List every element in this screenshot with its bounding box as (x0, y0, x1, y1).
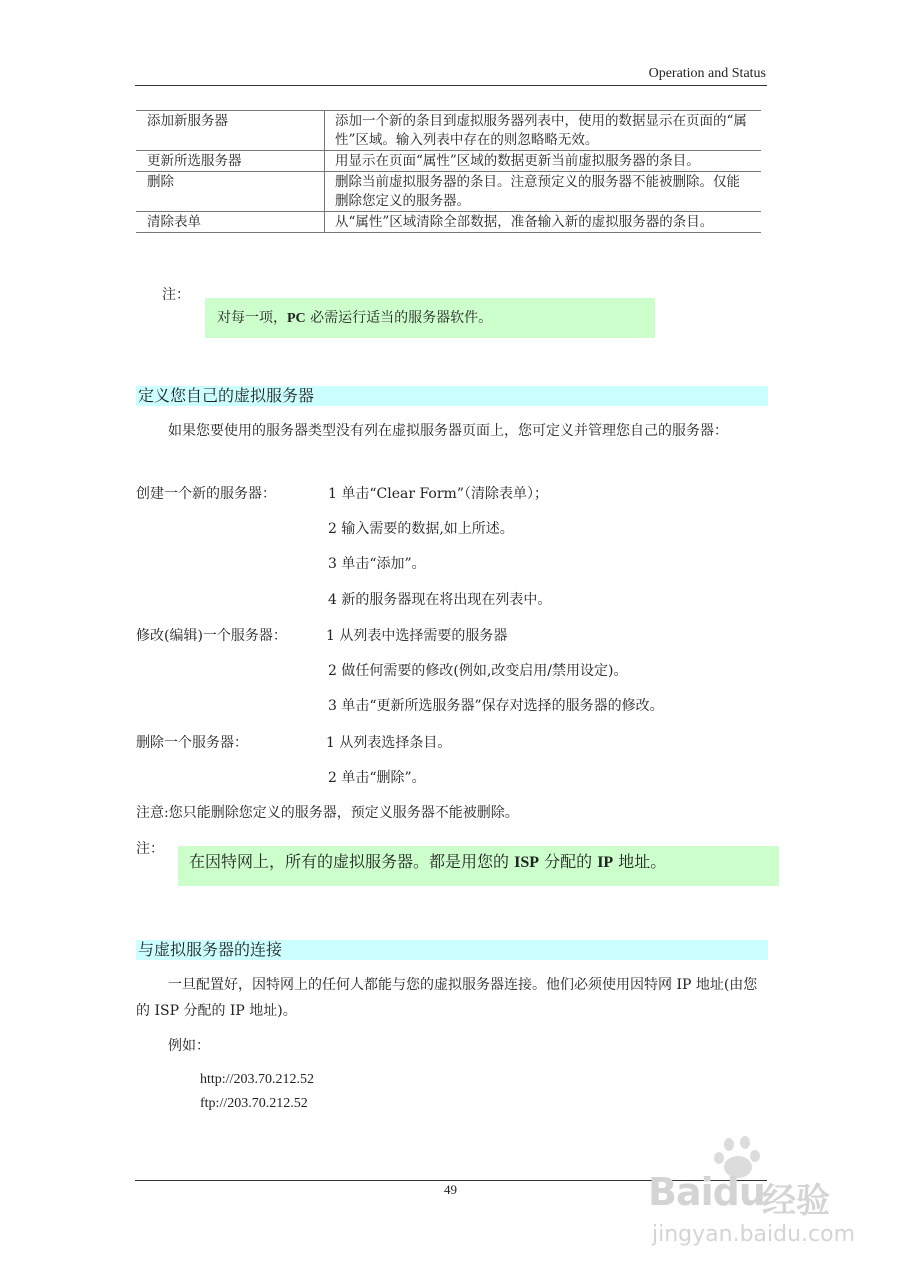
table-row (136, 212, 761, 233)
step-item: 3 单击“添加”。 (328, 556, 426, 572)
command-description: 添加一个新的条目到虚拟服务器列表中，使用的数据显示在页面的“属性”区域。输入列表中存在的则忽略略无效。 (324, 111, 761, 151)
step-item: 2 做任何需要的修改(例如,改变启用/禁用设定)。 (328, 663, 628, 679)
step-item: 4 新的服务器现在将出现在列表中。 (328, 592, 552, 608)
command-table (136, 110, 761, 233)
section-heading: 与虚拟服务器的连接 (136, 940, 768, 960)
step-item: 1 单击“Clear Form”（清除表单）； (328, 486, 548, 502)
table-row (136, 172, 761, 212)
step-item: 1 从列表选择条目。 (326, 735, 452, 751)
note-label: 注： (136, 841, 164, 857)
note-box (178, 846, 779, 886)
watermark-logo: Baidu (648, 1170, 765, 1214)
note-box (205, 298, 655, 338)
attention-text: 注意:您只能删除您定义的服务器，预定义服务器不能被删除。 (136, 805, 519, 821)
command-description: 删除当前虚拟服务器的条目。注意预定义的服务器不能被删除。仅能删除您定义的服务器。 (324, 172, 761, 212)
step-item: 2 输入需要的数据,如上所述。 (328, 521, 514, 537)
intro-paragraph: 如果您要使用的服务器类型没有列在虚拟服务器页面上，您可定义并管理您自己的服务器： (168, 423, 728, 439)
command-name: 更新所选服务器 (136, 151, 324, 172)
running-header: Operation and Status (648, 66, 766, 81)
note-text: 地址。 (613, 852, 667, 871)
create-label: 创建一个新的服务器： (136, 486, 276, 502)
intro-paragraph: 一旦配置好，因特网上的任何人都能与您的虚拟服务器连接。他们必须使用因特网 IP 地址(由您的 ISP 分配的 IP 地址)。 (136, 977, 758, 1019)
note-bold-term: IP (597, 854, 614, 871)
section-heading: 定义您自己的虚拟服务器 (136, 386, 768, 406)
table-row (136, 111, 761, 151)
command-description: 从“属性”区域清除全部数据，准备输入新的虚拟服务器的条目。 (324, 212, 761, 233)
step-item: 2 单击“删除”。 (328, 770, 426, 786)
example-url: ftp://203.70.212.52 (200, 1096, 308, 1111)
example-url: http://203.70.212.52 (200, 1072, 314, 1087)
note-label: 注： (162, 287, 190, 303)
note-text: 在因特网上，所有的虚拟服务器。都是用您的 (189, 852, 515, 871)
watermark-cn: 经验 (762, 1181, 830, 1221)
modify-label: 修改(编辑)一个服务器： (136, 628, 287, 644)
note-text: 分配的 (539, 852, 598, 871)
table-row (136, 151, 761, 172)
note-bold-term: PC (287, 311, 306, 326)
step-item: 1 从列表中选择需要的服务器 (326, 628, 508, 644)
command-name: 添加新服务器 (136, 111, 324, 151)
command-name: 删除 (136, 172, 324, 212)
command-name: 清除表单 (136, 212, 324, 233)
header-divider (135, 85, 767, 86)
note-bold-term: ISP (514, 854, 539, 871)
delete-label: 删除一个服务器： (136, 735, 248, 751)
page-number: 49 (444, 1182, 457, 1197)
watermark-url: jingyan.baidu.com (652, 1222, 856, 1247)
note-text: 对每一项， (217, 310, 287, 326)
step-item: 3 单击“更新所选服务器”保存对选择的服务器的修改。 (328, 698, 664, 714)
note-text: 必需运行适当的服务器软件。 (305, 310, 493, 326)
example-label: 例如： (168, 1038, 210, 1054)
command-description: 用显示在页面“属性”区域的数据更新当前虚拟服务器的条目。 (324, 151, 761, 172)
